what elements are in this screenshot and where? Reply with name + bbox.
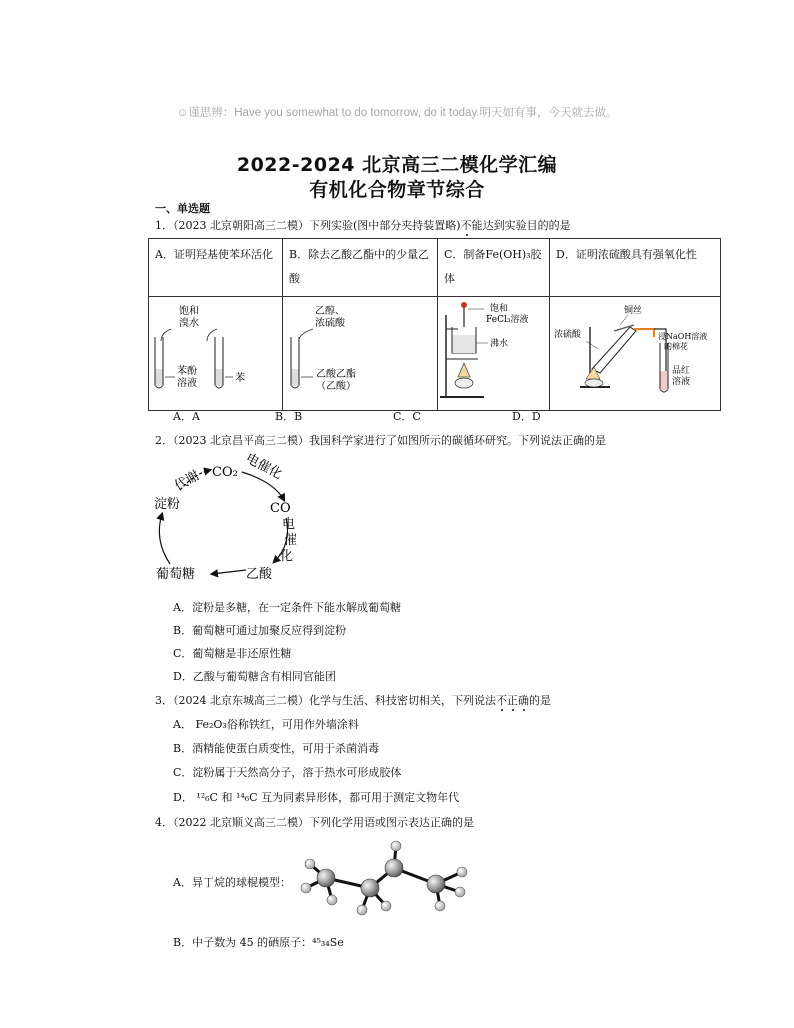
q1-stem-emph: 不 [460, 219, 472, 232]
test-tubes-a-figure [149, 297, 283, 407]
q3-option-a: A． Fe₂O₃俗称铁红，可用作外墙涂料 [173, 718, 359, 731]
cycle-co2: CO₂ [212, 465, 238, 480]
q1-diagram-d [550, 297, 721, 411]
q2-option-c: C．葡萄糖是非还原性糖 [173, 647, 292, 660]
label-fecl3: FeCl₃溶液 [486, 315, 529, 325]
q4-option-b [173, 934, 344, 950]
motto-header: ☺谨思辨：Have you somewhat to do tomorrow, do it today.明天如有事，今天就去做。 [176, 107, 618, 119]
q1-option-a: A．证明羟基使苯环活化 [149, 239, 283, 297]
q3-emph-1: 不 [496, 694, 507, 707]
label-saturated: 饱和 [179, 306, 199, 317]
q2-option-b: B．葡萄糖可通过加聚反应得到淀粉 [173, 624, 347, 637]
label-copper-wire: 铜丝 [624, 306, 643, 316]
q2-option-a: A．淀粉是多糖，在一定条件下能水解成葡萄糖 [173, 601, 401, 614]
cycle-starch: 淀粉 [154, 497, 181, 512]
isobutane-ball-stick-model [296, 836, 476, 926]
label-bromine-water: 溴水 [179, 318, 199, 329]
q3-emph-3: 确 [518, 694, 529, 707]
copper-acid-figure [550, 297, 721, 407]
label-magenta: 品红 [672, 366, 691, 376]
q1-option-d: D．证明浓硫酸具有强氧化性 [550, 239, 721, 297]
q2-option-d: D．乙酸与葡萄糖含有相同官能团 [173, 670, 336, 683]
q1-diagram-b [283, 297, 438, 411]
cycle-electrocatalysis-1: 电催化 [242, 451, 285, 483]
q1-option-b: B．除去乙酸乙酯中的少量乙酸 [283, 239, 438, 297]
label-saturated-c: 饱和 [490, 304, 509, 314]
q1-option-c: C．制备Fe(OH)₃胶体 [438, 239, 550, 297]
label-cotton: 的棉花 [664, 342, 688, 351]
q2-stem: 2．（2023 北京昌平高三二模）我国科学家进行了如图所示的碳循环研究。下列说法正确的是 [155, 434, 606, 447]
label-solution: 溶液 [177, 378, 197, 389]
q3-stem [155, 692, 551, 708]
q1-stem [155, 217, 571, 233]
carbon-cycle-diagram [150, 448, 310, 588]
cycle-co: CO [270, 501, 291, 516]
q1-diagram-a [149, 297, 283, 411]
q3-option-d: D． ¹²₆C 和 ¹⁴₆C 互为同素异形体，都可用于测定文物年代 [173, 791, 460, 804]
q1-stem-b: 能达到实验目的的是 [471, 219, 571, 232]
q4-stem: 4．（2022 北京顺义高三二模）下列化学用语或图示表达正确的是 [155, 816, 474, 829]
selenium-symbol: ⁴⁵₃₄Se [312, 936, 344, 949]
q1-answer-a: A．A [173, 410, 200, 423]
q3-option-b: B．酒精能使蛋白质变性，可用于杀菌消毒 [173, 742, 380, 755]
q1-answer-b: B．B [275, 410, 303, 423]
cycle-elec-char2: 催 [284, 533, 298, 548]
cycle-elec-char1: 电 [282, 517, 296, 532]
test-tube-b-figure [283, 297, 438, 407]
label-ethanol: 乙醇、 [315, 306, 345, 317]
q3-emph-2: 正 [507, 694, 518, 707]
q1-diagram-c [438, 297, 550, 411]
q1-experiment-table [148, 238, 721, 411]
q1-stem-a: 1．（2023 北京朝阳高三二模）下列实验(图中部分夹持装置略) [155, 219, 461, 232]
section-heading: 一、单选题 [155, 202, 210, 215]
label-benzene: 苯 [235, 373, 245, 384]
label-naoh-cotton: 浸NaOH溶液 [658, 332, 708, 341]
q3-stem-b: 的是 [529, 694, 551, 707]
label-acetic-acid-paren: （乙酸） [316, 381, 356, 392]
label-boiling-water: 沸水 [490, 339, 509, 349]
colloid-apparatus-figure [438, 297, 550, 407]
q3-option-c: C．淀粉属于天然高分子，溶于热水可形成胶体 [173, 766, 402, 779]
cycle-elec-char3: 化 [280, 549, 294, 564]
label-ethyl-acetate: 乙酸乙酯 [316, 369, 356, 380]
q3-stem-a: 3．（2024 北京东城高三二模）化学与生活、科技密切相关，下列说法 [155, 694, 496, 707]
cycle-glucose: 葡萄糖 [156, 567, 196, 582]
label-magenta-solution: 溶液 [672, 377, 691, 387]
cycle-metabolism: 代谢 [172, 468, 203, 495]
q4-option-b-text: B．中子数为 45 的硒原子： [173, 936, 313, 949]
doc-subtitle: 有机化合物章节综合 [309, 179, 485, 201]
label-conc-h2so4-d: 浓硫酸 [554, 330, 582, 340]
q4-option-a: A．异丁烷的球棍模型： [173, 876, 291, 889]
cycle-acetic-acid: 乙酸 [246, 567, 273, 582]
q1-answer-d: D．D [512, 410, 541, 423]
label-phenol: 苯酚 [177, 366, 197, 377]
label-conc-h2so4: 浓硫酸 [315, 318, 345, 329]
q1-answer-c: C．C [393, 410, 421, 423]
doc-title: 2022-2024 北京高三二模化学汇编 [236, 154, 558, 176]
